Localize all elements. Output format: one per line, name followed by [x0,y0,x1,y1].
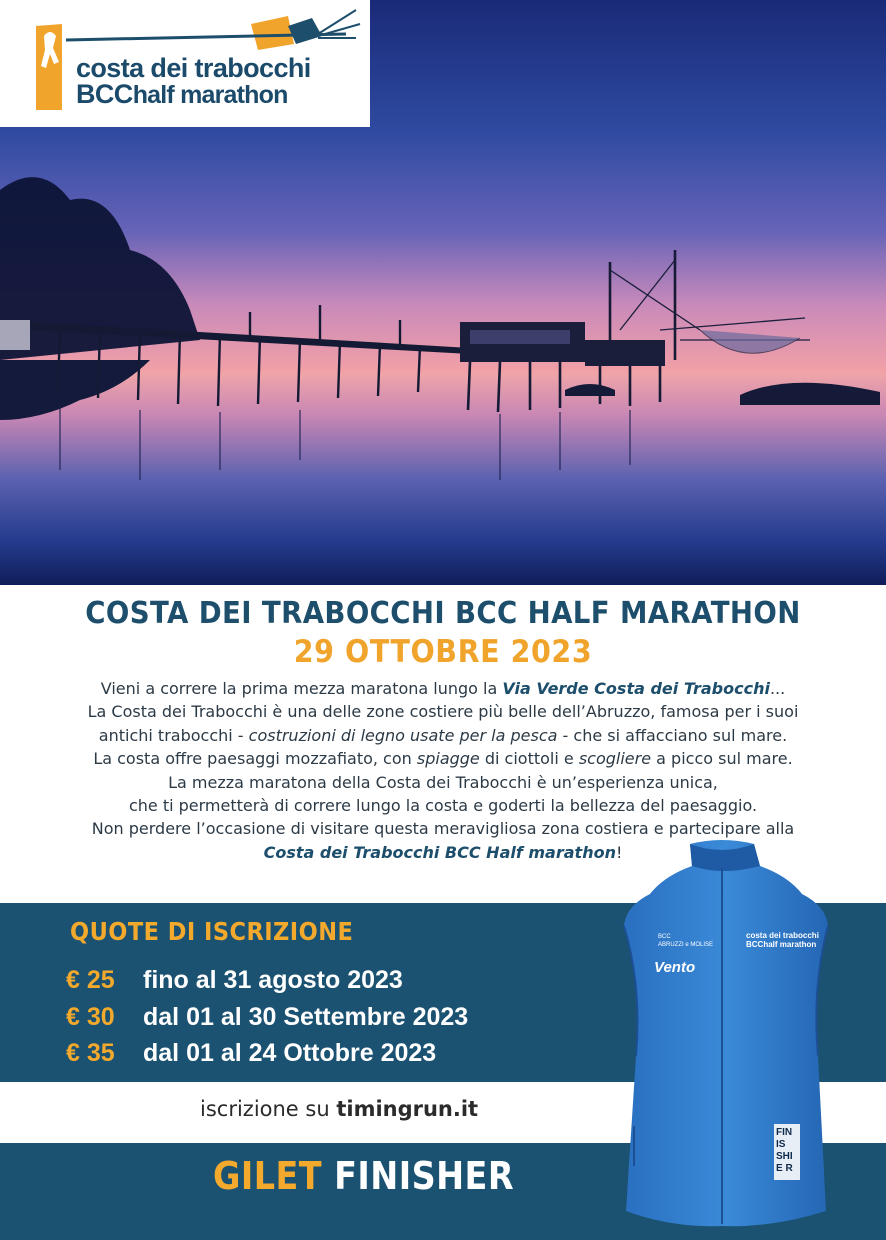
vest-icon [612,836,842,1236]
fee-row [66,1039,436,1068]
logo-text-line2 [76,81,288,108]
vest-finisher-label: FIN [776,1127,793,1138]
logo-bcc: BCC [76,79,133,109]
desc-line-2: La Costa dei Trabocchi è una delle zone costiere più belle dell’Abruzzo, famosa per i suoi [87,702,799,722]
desc-line-8: Costa dei Trabocchi BCC Half marathon! [263,842,623,862]
registration-text: iscrizione su timingrun.it [200,1097,479,1121]
fee-period: dal 01 al 30 Settembre 2023 [143,1003,469,1031]
desc-line-3: antichi trabocchi - costruzioni di legno usate per la pesca - che si affacciano sul mare. [98,725,788,745]
desc-line-7: Non perdere l’occasione di visitare questa meravigliosa zona costiera e partecipare alla [91,819,795,839]
vest-logo-line2: BCChalf marathon [746,940,817,949]
fee-price: € 30 [66,1003,115,1031]
registration-link[interactable]: timingrun.it [336,1097,479,1121]
desc-line-5: La mezza maratona della Costa dei Trabocchi è un’esperienza unica, [168,772,718,792]
fee-period: fino al 31 agosto 2023 [143,966,403,994]
fee-period: dal 01 al 24 Ottobre 2023 [143,1039,437,1067]
event-logo [0,0,370,127]
vest-finisher-label: SHI [776,1151,793,1162]
fees-title: QUOTE DI ISCRIZIONE [70,917,354,946]
desc-line-4: La costa offre paesaggi mozzafiato, con spiagge di ciottoli e scogliere a picco sul mare. [93,749,793,769]
vest-bank-label: BCC [658,934,671,940]
event-title: COSTA DEI TRABOCCHI BCC HALF MARATHON [85,596,801,631]
desc-line-1: Vieni a correre la prima mezza maratona lungo la Via Verde Costa dei Trabocchi... [100,679,786,698]
vest-sponsor: Vento [654,959,696,976]
vest-logo-line1: costa dei trabocchi [746,931,819,940]
fee-price: € 25 [66,966,115,994]
desc-line-6: che ti permetterà di correre lungo la costa e goderti la bellezza del paesaggio. [128,796,758,816]
fee-row [66,966,403,995]
fee-row [66,1003,468,1032]
fee-price: € 35 [66,1039,115,1067]
vest-bank-label: ABRUZZI e MOLISE [658,942,714,948]
vest-finisher-label: IS [776,1139,786,1150]
logo-text-line1: costa dei trabocchi [76,53,311,83]
finisher-vest [612,836,842,1236]
event-date: 29 OTTOBRE 2023 [293,634,593,670]
vest-finisher-label: E R [776,1163,793,1174]
logo-half-marathon: half marathon [132,81,288,109]
gilet-finisher-heading: GILET FINISHER [213,1154,515,1198]
